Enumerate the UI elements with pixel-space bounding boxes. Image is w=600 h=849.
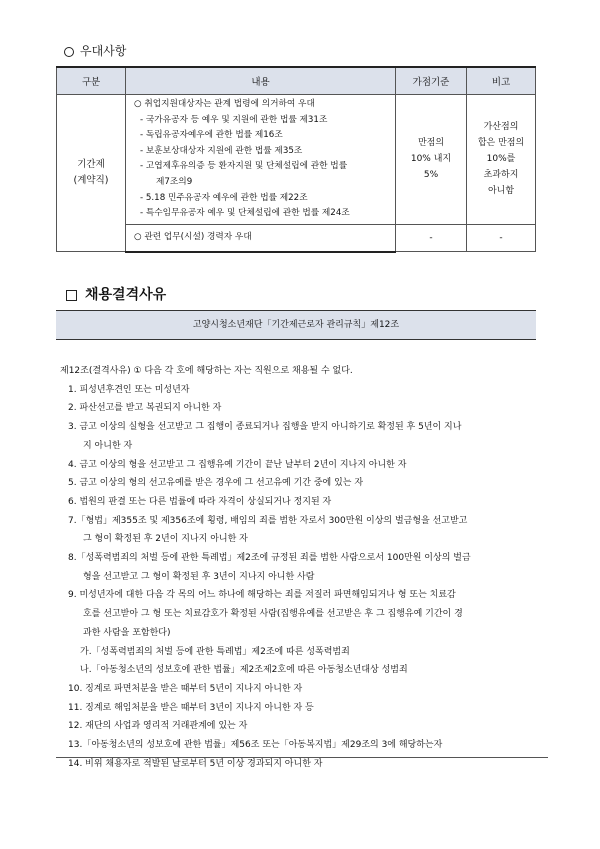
note-line: 10%를: [486, 154, 516, 165]
points-line: 10% 내지: [410, 154, 452, 165]
circle-bullet-icon: [64, 47, 74, 57]
header-note: 비고: [467, 67, 536, 95]
content-cell: [126, 95, 396, 225]
content-line: - 5.18 민주유공자 예우에 관한 법률 제22조: [140, 192, 308, 203]
article-text: [60, 362, 546, 773]
note-line: 초과하지: [483, 170, 519, 181]
points-cell: [396, 95, 467, 225]
list-item-continuation: 그 형이 확정된 후 2년이 지나지 아니한 자: [83, 534, 248, 545]
content-line: - 특수임무유공자 예우 및 단체설립에 관한 법률 제24조: [140, 208, 350, 219]
experience-note: -: [467, 224, 536, 252]
header-points: 가점기준: [396, 67, 467, 95]
content-line: - 보훈보상대상자 지원에 관한 법률 제35조: [140, 145, 303, 156]
content-line: 제7조의9: [156, 176, 193, 187]
list-item: 4. 금고 이상의 형을 선고받고 그 집행유예 기간이 끝난 날부터 2년이 지나지 아니한 자: [68, 459, 407, 470]
list-item: 5. 금고 이상의 형의 선고유예를 받은 경우에 그 선고유예 기간 중에 있는 자: [68, 478, 364, 489]
list-item: 2. 파산선고를 받고 복권되지 아니한 자: [68, 403, 222, 414]
list-item-continuation: 과한 사람을 포함한다): [83, 627, 171, 638]
list-item: 10. 징계로 파면처분을 받은 때부터 5년이 지나지 아니한 자: [68, 683, 303, 694]
disqualification-title: 채용결격사유: [85, 287, 167, 303]
content-line: - 독립유공자예우에 관한 법률 제16조: [140, 130, 283, 141]
type-line: 기간제: [77, 159, 105, 171]
content-line: ○ 취업지원대상자는 관계 법령에 의거하여 우대: [134, 99, 315, 109]
list-item-continuation: 호를 선고받아 그 형 또는 치료감호가 확정된 사람(집행유예를 선고받은 후 그 집행유예 기간이 경: [83, 609, 463, 620]
content-line: - 국가유공자 등 예우 및 지원에 관한 법률 제31조: [140, 114, 328, 125]
content-line: - 고엽제후유의증 등 환자지원 및 단체설립에 관한 법률: [140, 161, 348, 172]
points-line: 5%: [423, 170, 439, 181]
list-item: 6. 법원의 판결 또는 다른 법률에 따라 자격이 상실되거나 정지된 자: [68, 496, 332, 507]
preference-title: 우대사항: [80, 44, 127, 58]
note-line: 아니함: [487, 186, 515, 197]
list-item: 3. 금고 이상의 실형을 선고받고 그 집행이 종료되거나 집행을 받지 아니하기로 확정된 후 5년이 지나: [68, 422, 462, 433]
square-bullet-icon: [66, 290, 77, 301]
list-item: 11. 징계로 해임처분을 받은 때부터 3년이 지나지 아니한 자 등: [68, 702, 314, 713]
list-item: 12. 재단의 사업과 영리적 거래관계에 있는 자: [68, 721, 248, 732]
type-cell: [57, 95, 126, 252]
regulation-band: 고양시청소년재단「기간제근로자 관리규칙」제12조: [56, 310, 536, 340]
experience-cell: ○ 관련 업무(시설) 경력자 우대: [126, 224, 396, 252]
type-line: (계약직): [73, 175, 109, 187]
header-content: 내용: [126, 67, 396, 95]
header-type: 구분: [57, 67, 126, 95]
list-item: 13.「아동청소년의 성보호에 관한 법률」제56조 또는「아동복지법」제29조의 3에 해당하는자: [68, 740, 443, 751]
list-item: 1. 피성년후견인 또는 미성년자: [68, 384, 190, 395]
experience-points: -: [396, 224, 467, 252]
list-item: 7.「형법」제355조 및 제356조에 횡령, 배임의 죄를 범한 자로서 300만원 이상의 벌금형을 선고받고: [68, 515, 468, 526]
list-item-continuation: 지 아니한 자: [83, 440, 133, 451]
disqualification-heading: [66, 284, 166, 304]
points-line: 만점의: [417, 138, 445, 149]
sub-item: 가.「성폭력범죄의 처벌 등에 관한 특례법」제2조에 따른 성폭력범죄: [80, 646, 350, 657]
bottom-divider: [56, 757, 548, 758]
preference-table: [56, 66, 536, 253]
list-item-continuation: 형을 선고받고 그 형이 확정된 후 3년이 지나지 아니한 사람: [83, 571, 315, 582]
list-item: 8.「성폭력범죄의 처벌 등에 관한 특례법」제2조에 규정된 죄를 범한 사람으로서 100만원 이상의 벌금: [68, 553, 471, 564]
note-line: 가산점의: [483, 122, 519, 133]
list-item: 9. 미성년자에 대한 다음 각 목의 어느 하나에 해당하는 죄를 저질러 파면해임되거나 형 또는 치료감: [68, 590, 456, 601]
note-cell: [467, 95, 536, 225]
list-item: 14. 비위 채용자로 적발된 날로부터 5년 이상 경과되지 아니한 자: [68, 758, 323, 769]
preference-heading: [64, 42, 126, 59]
note-line: 합은 만점의: [477, 138, 525, 149]
sub-item: 나.「아동청소년의 성보호에 관한 법률」제2조제2호에 따른 아동청소년대상 성범죄: [80, 665, 408, 676]
article-lead: 제12조(결격사유) ① 다음 각 호에 해당하는 자는 직원으로 채용될 수 없다.: [60, 366, 353, 376]
